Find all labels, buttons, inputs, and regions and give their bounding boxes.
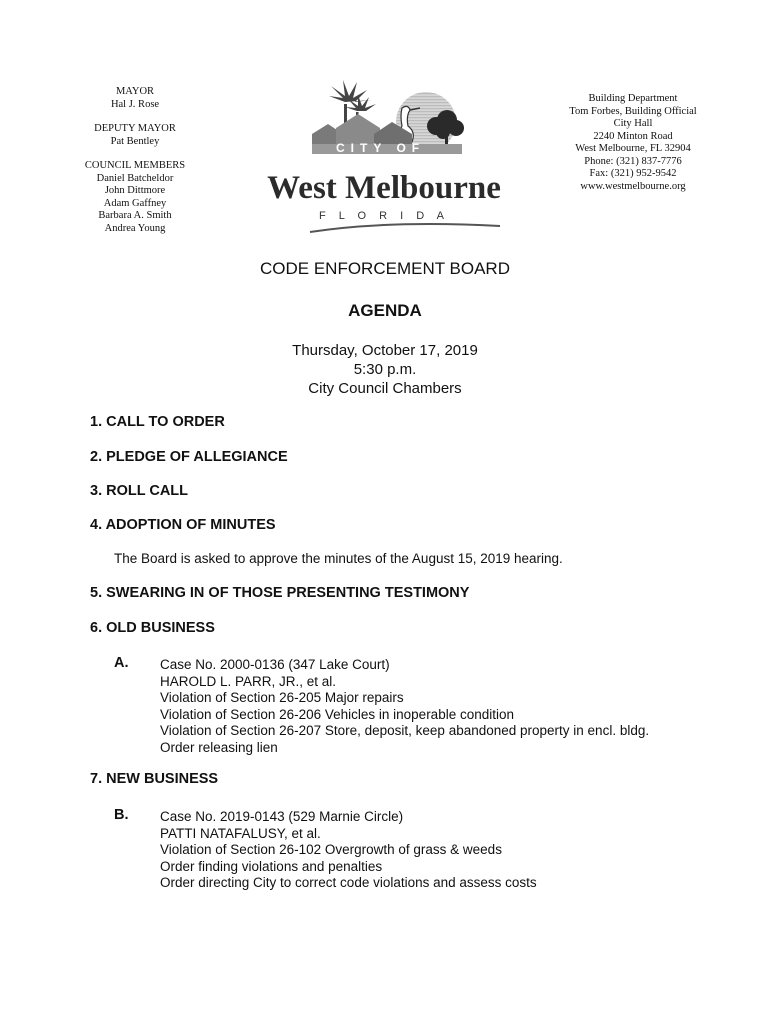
department-line: www.westmelbourne.org bbox=[580, 180, 686, 192]
state-label: F L O R I D A bbox=[319, 210, 449, 222]
case-line: Order directing City to correct code violations and assess costs bbox=[160, 875, 537, 890]
role-label: MAYOR bbox=[115, 86, 155, 97]
case-line: HAROLD L. PARR, JR., et al. bbox=[160, 673, 337, 689]
case-line: PATTI NATAFALUSY, et al. bbox=[160, 825, 321, 841]
department-line: Phone: (321) 837-7776 bbox=[584, 155, 682, 167]
case-a-letter: A. bbox=[114, 655, 129, 671]
meeting-date: Thursday, October 17, 2019 bbox=[292, 342, 478, 359]
case-a-details bbox=[160, 657, 649, 756]
department-line: West Melbourne, FL 32904 bbox=[575, 143, 691, 154]
department-line: Fax: (321) 952-9542 bbox=[589, 168, 677, 179]
case-line: Violation of Section 26-207 Store, deposit, keep abandoned property in encl. bldg. bbox=[160, 723, 650, 738]
department-line: Tom Forbes, Building Official bbox=[569, 105, 697, 117]
council-members-block bbox=[74, 160, 196, 235]
official-name: Pat Bentley bbox=[110, 135, 160, 147]
official-name: Hal J. Rose bbox=[110, 98, 160, 110]
meeting-time: 5:30 p.m. bbox=[353, 361, 417, 378]
agenda-item-call-to-order: 1. CALL TO ORDER bbox=[90, 414, 225, 430]
minutes-note: The Board is asked to approve the minutes of the August 15, 2019 hearing. bbox=[114, 551, 563, 566]
department-line: 2240 Minton Road bbox=[593, 130, 673, 142]
official-name: Daniel Batcheldor bbox=[96, 172, 174, 184]
official-name: Adam Gaffney bbox=[103, 197, 167, 209]
case-b-letter: B. bbox=[114, 807, 129, 823]
department-line: City Hall bbox=[613, 118, 653, 129]
city-logo-graphic bbox=[250, 78, 518, 236]
case-b-details bbox=[160, 809, 537, 892]
official-name: John Dittmore bbox=[104, 185, 166, 196]
officials-list bbox=[74, 86, 196, 247]
role-label: DEPUTY MAYOR bbox=[94, 123, 176, 134]
department-info bbox=[548, 93, 718, 193]
case-line: Violation of Section 26-205 Major repairs bbox=[160, 690, 404, 705]
city-name: West Melbourne bbox=[267, 170, 501, 206]
meeting-details bbox=[0, 341, 770, 398]
case-line: Order finding violations and penalties bbox=[160, 858, 383, 874]
agenda-item-roll-call: 3. ROLL CALL bbox=[90, 483, 189, 499]
city-of-label: CITY OF bbox=[336, 141, 426, 155]
case-line: Violation of Section 26-206 Vehicles in inoperable condition bbox=[160, 706, 514, 722]
city-logo bbox=[250, 78, 518, 236]
agenda-item-minutes: 4. ADOPTION OF MINUTES bbox=[90, 517, 276, 533]
official-name: Barbara A. Smith bbox=[98, 210, 172, 221]
case-line: Case No. 2000-0136 (347 Lake Court) bbox=[160, 657, 390, 672]
document-title: CODE ENFORCEMENT BOARD bbox=[260, 259, 510, 278]
agenda-item-swearing-in: 5. SWEARING IN OF THOSE PRESENTING TESTIMONY bbox=[90, 585, 470, 601]
mayor-block bbox=[74, 86, 196, 111]
official-name: Andrea Young bbox=[104, 222, 166, 234]
meeting-location: City Council Chambers bbox=[308, 380, 462, 397]
case-line: Violation of Section 26-102 Overgrowth of grass & weeds bbox=[160, 842, 502, 857]
department-line: Building Department bbox=[588, 93, 678, 104]
role-label: COUNCIL MEMBERS bbox=[84, 160, 186, 171]
deputy-mayor-block bbox=[74, 123, 196, 148]
agenda-heading: AGENDA bbox=[348, 301, 422, 320]
agenda-item-new-business: 7. NEW BUSINESS bbox=[90, 771, 219, 787]
agenda-item-old-business: 6. OLD BUSINESS bbox=[90, 620, 215, 636]
agenda-item-pledge: 2. PLEDGE OF ALLEGIANCE bbox=[90, 449, 288, 465]
case-line: Order releasing lien bbox=[160, 739, 278, 755]
case-line: Case No. 2019-0143 (529 Marnie Circle) bbox=[160, 809, 404, 824]
